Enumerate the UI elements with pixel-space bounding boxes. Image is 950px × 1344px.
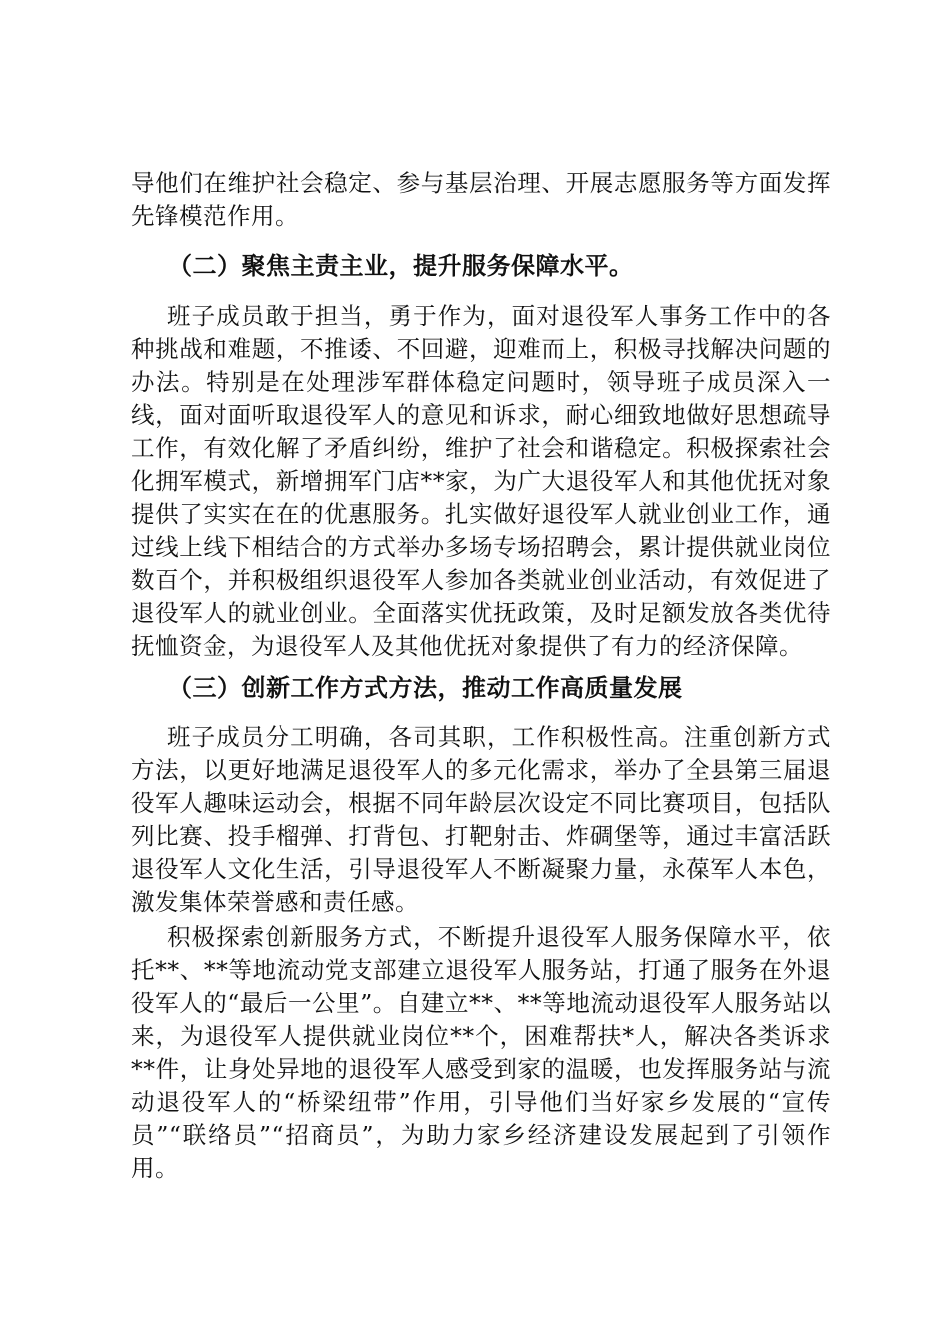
paragraph-3: 班子成员分工明确，各司其职，工作积极性高。注重创新方式方法，以更好地满足退役军人的多元化需求，举办了全县第三届退役军人趣味运动会，根据不同年龄层次设定不同比赛项目，包括队列比赛、投手榴弹、打背包、打靶射击、炸碉堡等，通过丰富活跃退役军人文化生活，引导退役军人不断凝聚力量，永葆军人本色，激发集体荣誉感和责任感。 bbox=[131, 723, 831, 916]
paragraph-continuation: 导他们在维护社会稳定、参与基层治理、开展志愿服务等方面发挥先锋模范作用。 bbox=[131, 169, 831, 230]
paragraph-4: 积极探索创新服务方式，不断提升退役军人服务保障水平，依托**、**等地流动党支部建立退役军人服务站，打通了服务在外退役军人的“最后一公里”。自建立**、**等地流动退役军人服务站以来，为退役军人提供就业岗位**个，困难帮扶*人，解决各类诉求**件，让身处异地的退役军人感受到家的温暖，也发挥服务站与流动退役军人的“桥梁纽带”作用，引导他们当好家乡发展的“宣传员”“联络员”“招商员”，为助力家乡经济建设发展起到了引领作用。 bbox=[131, 923, 831, 1182]
section-heading-2: （二）聚焦主责主业，提升服务保障水平。 bbox=[168, 252, 634, 280]
section-heading-3: （三）创新工作方式方法，推动工作高质量发展 bbox=[168, 674, 683, 702]
paragraph-2: 班子成员敢于担当，勇于作为，面对退役军人事务工作中的各种挑战和难题，不推诿、不回避，迎难而上，积极寻找解决问题的办法。特别是在处理涉军群体稳定问题时，领导班子成员深入一线，面对面听取退役军人的意见和诉求，耐心细致地做好思想疏导工作，有效化解了矛盾纠纷，维护了社会和谐稳定。积极探索社会化拥军模式，新增拥军门店**家，为广大退役军人和其他优抚对象提供了实实在在的优惠服务。扎实做好退役军人就业创业工作，通过线上线下相结合的方式举办多场专场招聘会，累计提供就业岗位数百个，并积极组织退役军人参加各类就业创业活动，有效促进了退役军人的就业创业。全面落实优抚政策，及时足额发放各类优待抚恤资金，为退役军人及其他优抚对象提供了有力的经济保障。 bbox=[131, 302, 831, 660]
